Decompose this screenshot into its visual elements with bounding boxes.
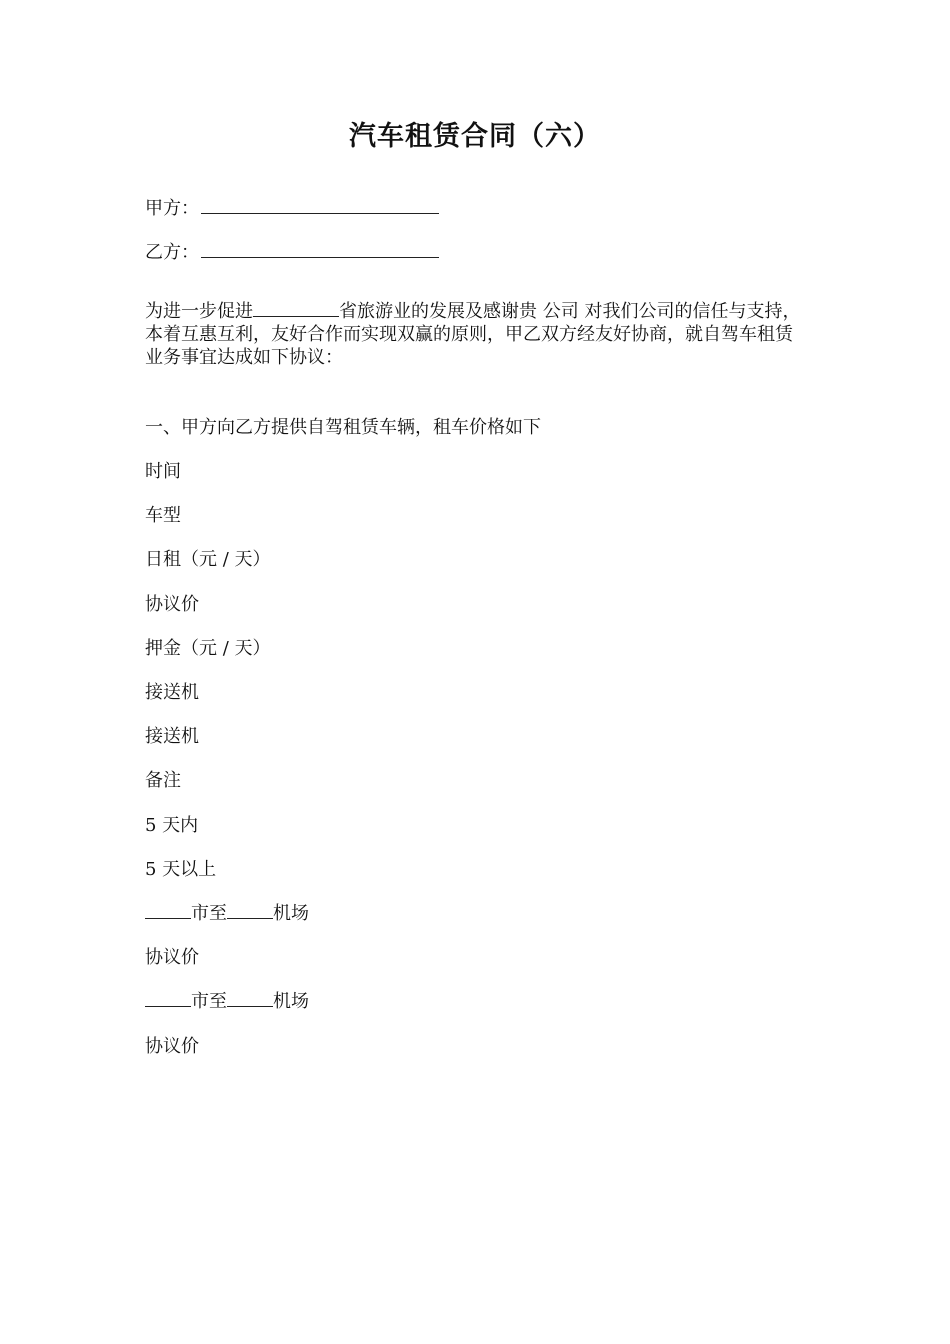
province-blank — [253, 302, 339, 317]
item-route-2 — [145, 987, 309, 1013]
route-2-city-blank — [145, 992, 191, 1007]
item-over-5-days: 5 天以上 — [145, 859, 217, 880]
item-negotiated-price-1: 协议价 — [145, 594, 199, 615]
section1-heading: 一、甲方向乙方提供自驾租赁车辆，租车价格如下 — [145, 417, 541, 438]
route-1-airport-suffix: 机场 — [273, 903, 309, 924]
document-title: 汽车租赁合同（六） — [349, 121, 601, 152]
item-within-5-days: 5 天内 — [145, 815, 199, 836]
route-1-city-suffix: 市至 — [191, 903, 227, 924]
item-airport-transfer-2: 接送机 — [145, 726, 199, 747]
intro-part2: 省旅游业的发展及感谢贵 公司 对我们公司的信任与支持，本着互惠互利，友好合作而实现双赢的原则，甲乙双方经友好协商，就自驾车租赁业务事宜达成如下协议： — [145, 301, 801, 368]
item-deposit: 押金（元 / 天） — [145, 638, 271, 659]
route-2-city-suffix: 市至 — [191, 991, 227, 1012]
item-time: 时间 — [145, 461, 181, 482]
party-b-blank — [201, 243, 439, 258]
party-b-line — [145, 238, 439, 264]
party-a-line — [145, 194, 439, 220]
item-route-1 — [145, 899, 309, 925]
item-daily-rent: 日租（元 / 天） — [145, 549, 271, 570]
party-a-blank — [201, 199, 439, 214]
route-1-city-blank — [145, 904, 191, 919]
party-b-label: 乙方： — [145, 242, 199, 263]
item-remarks: 备注 — [145, 770, 181, 791]
route-1-airport-blank — [227, 904, 273, 919]
item-negotiated-price-2: 协议价 — [145, 947, 199, 968]
intro-part1: 为进一步促进 — [145, 301, 253, 322]
item-airport-transfer-1: 接送机 — [145, 682, 199, 703]
item-negotiated-price-3: 协议价 — [145, 1036, 199, 1057]
party-a-label: 甲方： — [145, 198, 199, 219]
item-car-model: 车型 — [145, 505, 181, 526]
intro-paragraph — [145, 300, 810, 369]
route-2-airport-blank — [227, 992, 273, 1007]
route-2-airport-suffix: 机场 — [273, 991, 309, 1012]
